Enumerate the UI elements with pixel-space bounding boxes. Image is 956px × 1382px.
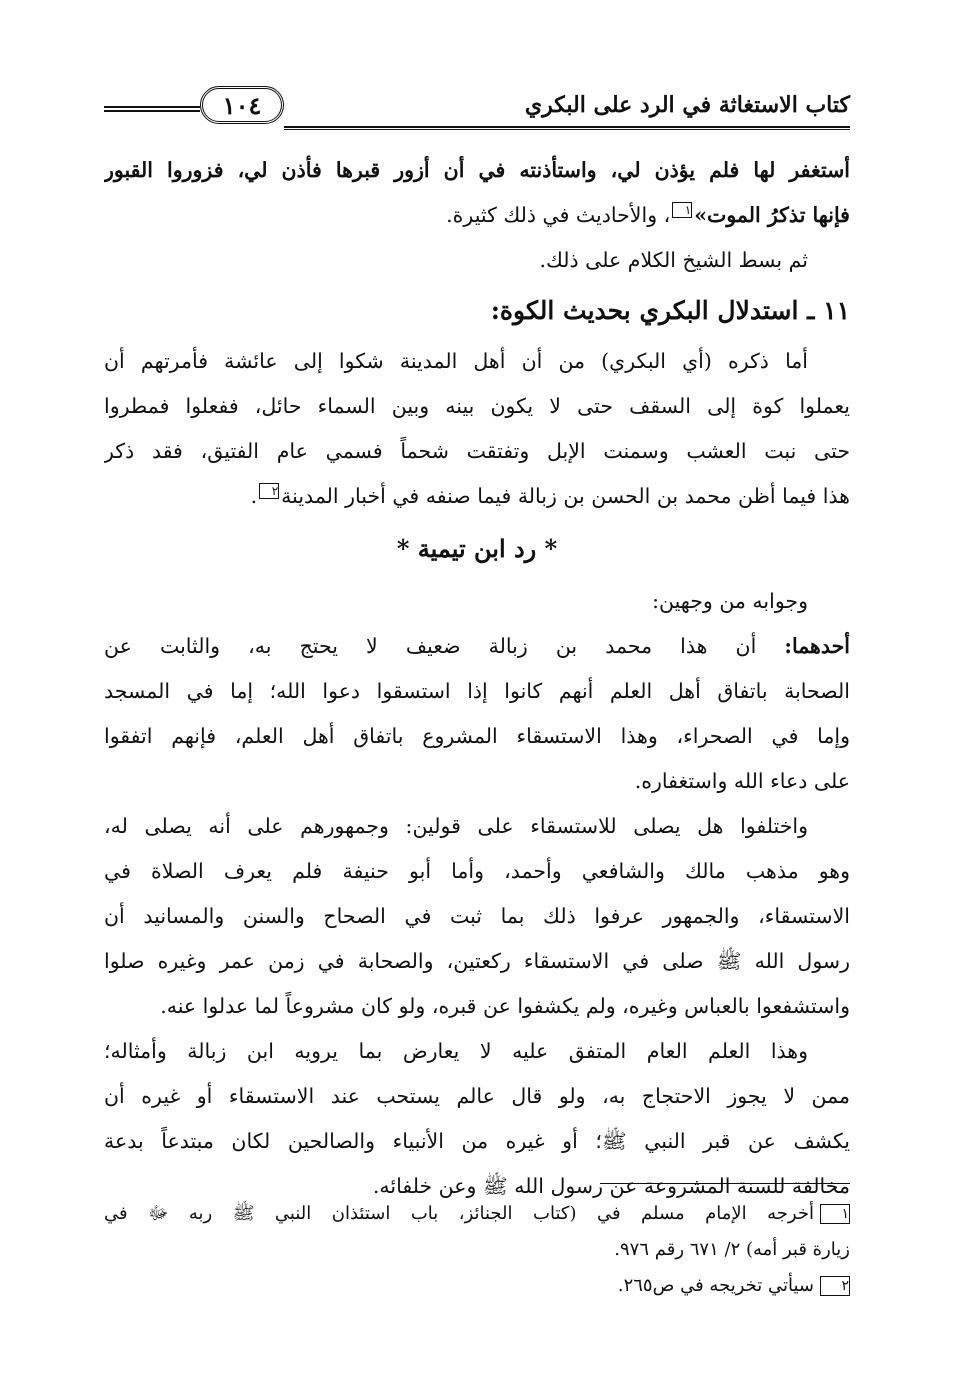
section-title: * رد ابن تيمية *	[396, 534, 558, 563]
section-heading: ١١ ـ استدلال البكري بحديث الكوة:	[490, 296, 850, 325]
footnote-ref: ١	[672, 202, 692, 218]
footnote-number: ١	[820, 1204, 850, 1224]
footnote-text: سيأتي تخريجه في ص٢٦٥.	[617, 1275, 814, 1296]
text-line: يعملوا كوة إلى السقف حتى لا يكون بينه وبين السماء حائل، ففعلوا فمطروا	[104, 394, 850, 418]
header-rule-short	[104, 106, 200, 112]
text-line: الصحابة باتفاق أهل العلم أنهم كانوا إذا استسقوا دعوا الله؛ إما في المسجد	[104, 679, 850, 703]
text-line: وهو مذهب مالك والشافعي وأحمد، وأما أبو حنيفة فلم يعرف الصلاة في	[104, 859, 850, 883]
header-rule	[284, 126, 850, 130]
main-text	[104, 148, 850, 1209]
text-line: واستشفعوا بالعباس وغيره، ولم يكشفوا عن قبره، ولو كان مشروعاً لما عدلوا عنه.	[160, 994, 850, 1018]
text-line: ممن لا يجوز الاحتجاج به، ولو قال عالم يستحب عند الاستسقاء أو غيره أن	[104, 1084, 850, 1108]
text-line: على دعاء الله واستغفاره.	[634, 769, 850, 793]
footnote-line: زيارة قبر أمه) ٢/ ٦٧١ رقم ٩٧٦.	[614, 1239, 850, 1260]
text-line: واختلفوا هل يصلى للاستسقاء على قولين: وجمهورهم على أنه يصلى له،	[104, 814, 808, 838]
book-title: كتاب الاستغاثة في الرد على البكري	[524, 92, 850, 118]
text-line	[104, 193, 850, 238]
footnotes	[104, 1196, 850, 1304]
text-run: أن هذا محمد بن زبالة ضعيف لا يحتج به، والثابت عن	[104, 634, 785, 658]
text-line: حتى نبت العشب وسمنت الإبل وتفتقت شحماً فسمي عام الفتيق، فقد ذكر	[104, 439, 850, 463]
footnote-line	[104, 1268, 850, 1304]
text-run: ، والأحاديث في ذلك كثيرة.	[446, 203, 671, 227]
text-line: وجوابه من وجهين:	[652, 589, 808, 613]
footnote-text: أخرجه الإمام مسلم في (كتاب الجنائز، باب استئذان النبي ﷺ ربه ﷻ في	[104, 1203, 814, 1224]
first-point-label: أحدهما:	[784, 634, 850, 658]
text-line: مخالفة للسنة المشروعة عن رسول الله ﷺ وعن خلفائه.	[372, 1174, 850, 1198]
text-line: أما ذكره (أي البكري) من أن أهل المدينة شكوا إلى عائشة فأمرتهم أن	[104, 349, 808, 373]
text-line: يكشف عن قبر النبي ﷺ؛ أو غيره من الأنبياء والصالحين لكان مبتدعاً بدعة	[104, 1129, 850, 1153]
footnote-separator	[600, 1183, 850, 1184]
footnote-ref: ٢	[259, 483, 279, 499]
text-line: الاستسقاء، والجمهور عرفوا ذلك بما ثبت في الصحاح والسنن والمسانيد أن	[104, 904, 850, 928]
footnote-number: ٢	[820, 1276, 850, 1296]
text-run: .	[250, 484, 258, 508]
text-line: وهذا العلم العام المتفق عليه لا يعارض بما يرويه ابن زبالة وأمثاله؛	[104, 1039, 808, 1063]
text-run: هذا فيما أظن محمد بن الحسن بن زبالة فيما صنفه في أخبار المدينة	[281, 484, 850, 508]
text-line	[104, 474, 850, 519]
text-line: أستغفر لها فلم يؤذن لي، واستأذنته في أن أزور قبرها فأذن لي، فزوروا القبور	[104, 158, 850, 182]
page-number: ١٠٤	[222, 90, 262, 120]
text-line: ثم بسط الشيخ الكلام على ذلك.	[539, 248, 808, 272]
hadith-end: فإنها تذكرُ الموت»	[694, 203, 850, 227]
text-line: وإما في الصحراء، وهذا الاستسقاء المشروع باتفاق أهل العلم، فإنهم اتفقوا	[104, 724, 850, 748]
footnote-line	[104, 1196, 850, 1232]
text-line	[104, 624, 850, 669]
page-header	[104, 84, 850, 140]
page-number-frame	[200, 86, 284, 124]
text-line: رسول الله ﷺ صلى في الاستسقاء ركعتين، والصحابة في زمن عمر وغيره صلوا	[104, 949, 850, 973]
